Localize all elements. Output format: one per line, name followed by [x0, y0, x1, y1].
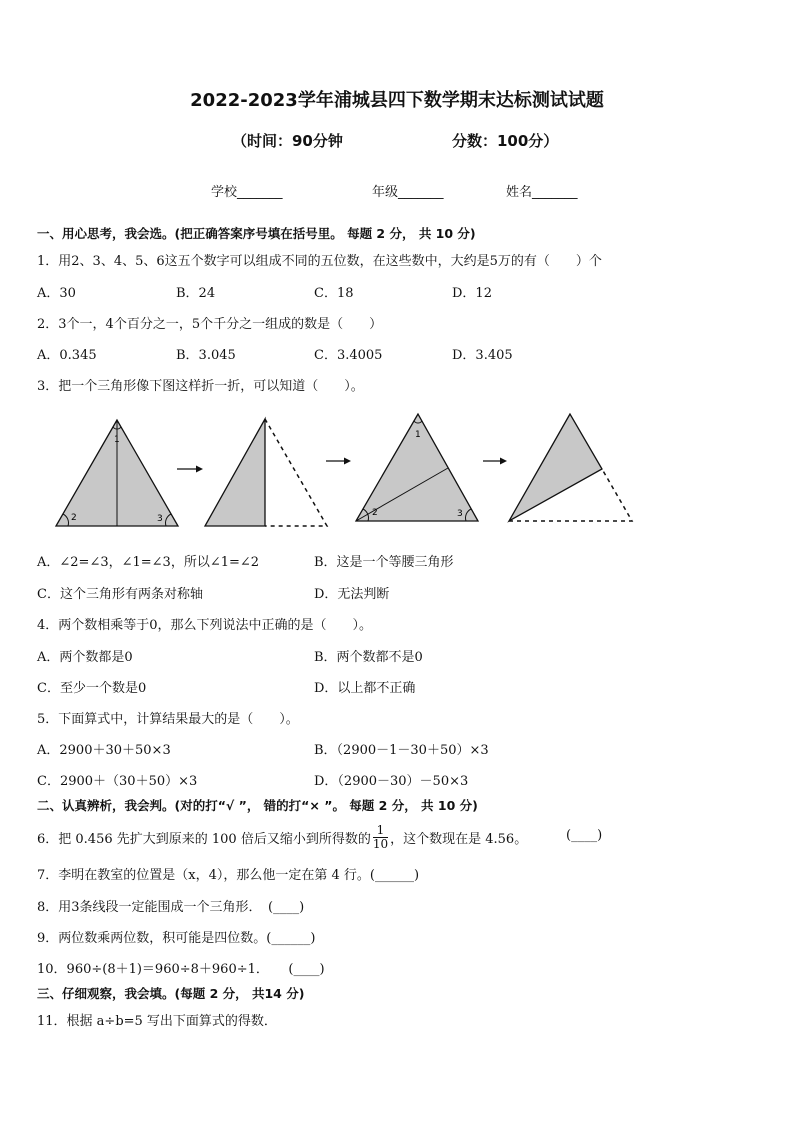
q5-option-d: D．（2900－30）－50×3	[314, 774, 469, 789]
arrow-right-icon	[483, 458, 507, 465]
question-7: 7．李明在教室的位置是（x，4），那么他一定在第 4 行。(______)	[37, 868, 420, 883]
triangle-original-2	[356, 414, 478, 521]
question-8: 8．用3条线段一定能围成一个三角形． (____)	[37, 900, 305, 915]
question-3: 3．把一个三角形像下图这样折一折，可以知道（ ）。	[37, 379, 364, 394]
question-2: 2．3个一，4个百分之一，5个千分之一组成的数是（ ）	[37, 317, 383, 332]
q4-option-c: C．至少一个数是0	[37, 681, 147, 696]
exam-score: 分数：100分）	[452, 132, 559, 150]
angle-label-2: 2	[71, 513, 77, 523]
q5-option-b: B．（2900－1－30＋50）×3	[314, 743, 489, 758]
section-3-heading: 三、仔细观察，我会填。(每题 2 分， 共14 分)	[37, 986, 305, 1001]
q2-option-b: B．3.045	[176, 348, 236, 363]
angle-label-1: 1	[415, 430, 421, 440]
angle-label-2: 2	[372, 508, 378, 518]
q3-option-b: B．这是一个等腰三角形	[314, 555, 454, 570]
q1-option-b: B．24	[176, 286, 216, 301]
angle-label-1: 1	[114, 435, 120, 445]
q1-option-c: C．18	[314, 286, 354, 301]
section-1-heading: 一、用心思考，我会选。(把正确答案序号填在括号里。 每题 2 分， 共 10 分)	[37, 226, 476, 241]
q3-option-c: C．这个三角形有两条对称轴	[37, 587, 203, 602]
section-2-heading: 二、认真辨析，我会判。(对的打“√ ”， 错的打“× ”。 每题 2 分， 共 10 分)	[37, 798, 478, 813]
fraction-one-tenth	[373, 824, 388, 851]
q5-option-a: A．2900＋30＋50×3	[37, 743, 171, 758]
question-4: 4．两个数相乘等于0，那么下列说法中正确的是（ ）。	[37, 618, 373, 633]
q2-option-d: D．3.405	[452, 348, 513, 363]
school-field: 学校_______	[211, 185, 283, 200]
question-5: 5．下面算式中，计算结果最大的是（ ）。	[37, 712, 299, 727]
q3-option-d: D．无法判断	[314, 587, 390, 602]
question-11: 11．根据 a÷b=5 写出下面算式的得数．	[37, 1014, 277, 1029]
q6-text-after: ，这个数现在是 4.56。	[390, 831, 528, 847]
exam-time: （时间：90分钟	[232, 132, 343, 150]
q2-option-a: A．0.345	[37, 348, 97, 363]
q3-option-a: A．∠2=∠3，∠1=∠3，所以∠1=∠2	[37, 555, 260, 570]
triangle-folded-2	[509, 414, 632, 521]
folding-triangle-figure	[0, 405, 794, 535]
triangle-folded-1	[205, 419, 327, 526]
question-1: 1．用2、3、4、5、6这五个数字可以组成不同的五位数，在这些数中，大约是5万的有（ ）个	[37, 254, 602, 269]
fraction-numerator: 1	[373, 824, 388, 838]
page-title: 2022-2023学年浦城县四下数学期末达标测试试题	[190, 90, 604, 111]
q6-answer-blank[interactable]: (____)	[566, 828, 603, 843]
q6-text-before: 6．把 0.456 先扩大到原来的 100 倍后又缩小到所得数的	[37, 831, 371, 847]
name-field: 姓名_______	[506, 185, 578, 200]
q4-option-a: A．两个数都是0	[37, 650, 133, 665]
question-9: 9．两位数乘两位数，积可能是四位数。(______)	[37, 931, 316, 946]
triangle-original-1	[56, 420, 178, 526]
q4-option-d: D．以上都不正确	[314, 681, 416, 696]
q1-option-a: A．30	[37, 286, 76, 301]
arrow-right-icon	[177, 466, 203, 473]
angle-label-3: 3	[157, 514, 163, 524]
arrow-right-icon	[326, 458, 351, 465]
fraction-denominator: 10	[372, 836, 389, 851]
q4-option-b: B．两个数都不是0	[314, 650, 423, 665]
q2-option-c: C．3.4005	[314, 348, 383, 363]
q1-option-d: D．12	[452, 286, 492, 301]
question-10: 10．960÷(8＋1)＝960÷8＋960÷1． (____)	[37, 962, 325, 977]
q5-option-c: C．2900＋（30＋50）×3	[37, 774, 198, 789]
angle-label-3: 3	[457, 509, 463, 519]
grade-field: 年级_______	[372, 185, 444, 200]
question-6	[37, 820, 527, 854]
